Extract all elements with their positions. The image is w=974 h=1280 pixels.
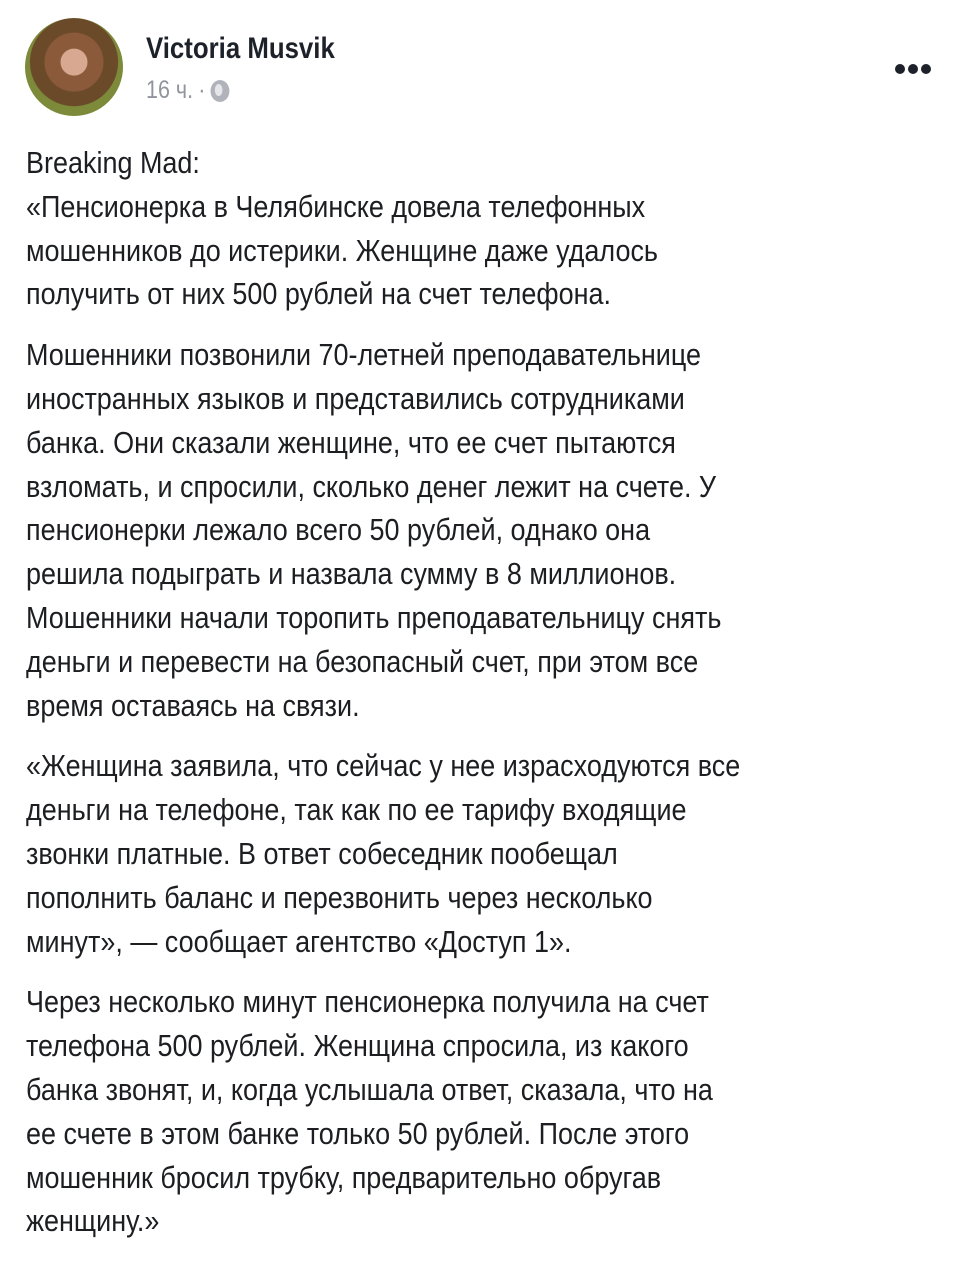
post-text-line: ее счете в этом банке только 50 рублей. После этого (26, 1115, 690, 1151)
post-text-line: банка звонят, и, когда услышала ответ, сказала, что на (26, 1071, 713, 1107)
post-text-line: пенсионерки лежало всего 50 рублей, однако она (26, 512, 651, 548)
globe-icon (211, 80, 230, 102)
more-options-icon-dot (921, 64, 931, 74)
more-options-button[interactable] (895, 48, 934, 82)
meta-separator: · (198, 76, 206, 104)
post-paragraph (26, 333, 847, 727)
post-text-line: решила подыграть и назвала сумму в 8 миллионов. (26, 556, 677, 592)
more-options-icon-dot (908, 64, 918, 74)
post-text-line: деньги и перевести на безопасный счет, при этом все (26, 643, 699, 679)
more-options-icon (895, 64, 905, 74)
post-text-line: минут», — сообщает агентство «Доступ 1». (26, 923, 572, 959)
post-text-line: «Пенсионерка в Челябинске довела телефонных (26, 188, 646, 224)
post-paragraph (26, 744, 847, 963)
author-name[interactable]: Victoria Musvik (146, 32, 335, 65)
post-text-line: мошенник бросил трубку, предварительно обругав (26, 1159, 662, 1195)
post-body (26, 141, 847, 1260)
post-text-line: звонки платные. В ответ собеседник пообещал (26, 835, 618, 871)
post-timestamp[interactable]: 16 ч. (146, 76, 194, 104)
post-text-line: пополнить баланс и перезвонить через несколько (26, 879, 653, 915)
post-paragraph (26, 980, 847, 1243)
post-text-line: получить от них 500 рублей на счет телефона. (26, 276, 611, 312)
post-text-line: Мошенники начали торопить преподавательницу снять (26, 599, 722, 635)
post-text-line: иностранных языков и представились сотрудниками (26, 380, 685, 416)
post-paragraph (26, 141, 847, 316)
post-text-line: мошенников до истерики. Женщине даже удалось (26, 232, 658, 268)
post-text-line: взломать, и спросили, сколько денег лежит на счете. У (26, 468, 717, 504)
avatar[interactable] (25, 18, 123, 116)
post-text-line: телефона 500 рублей. Женщина спросила, из какого (26, 1028, 689, 1064)
post-text-line: «Женщина заявила, что сейчас у нее израсходуются все (26, 748, 741, 784)
post-meta (146, 76, 229, 105)
post-text-line: Через несколько минут пенсионерка получила на счет (26, 984, 709, 1020)
post-text-line: деньги на телефоне, так как по ее тарифу входящие (26, 792, 687, 828)
post-text-line: женщину.» (26, 1203, 160, 1239)
post-text-line: время оставаясь на связи. (26, 687, 360, 723)
post-text-line: банка. Они сказали женщине, что ее счет пытаются (26, 424, 676, 460)
post-text-line: Мошенники позвонили 70-летней преподавательнице (26, 337, 702, 373)
post-text-line: Breaking Mad: (26, 145, 200, 180)
